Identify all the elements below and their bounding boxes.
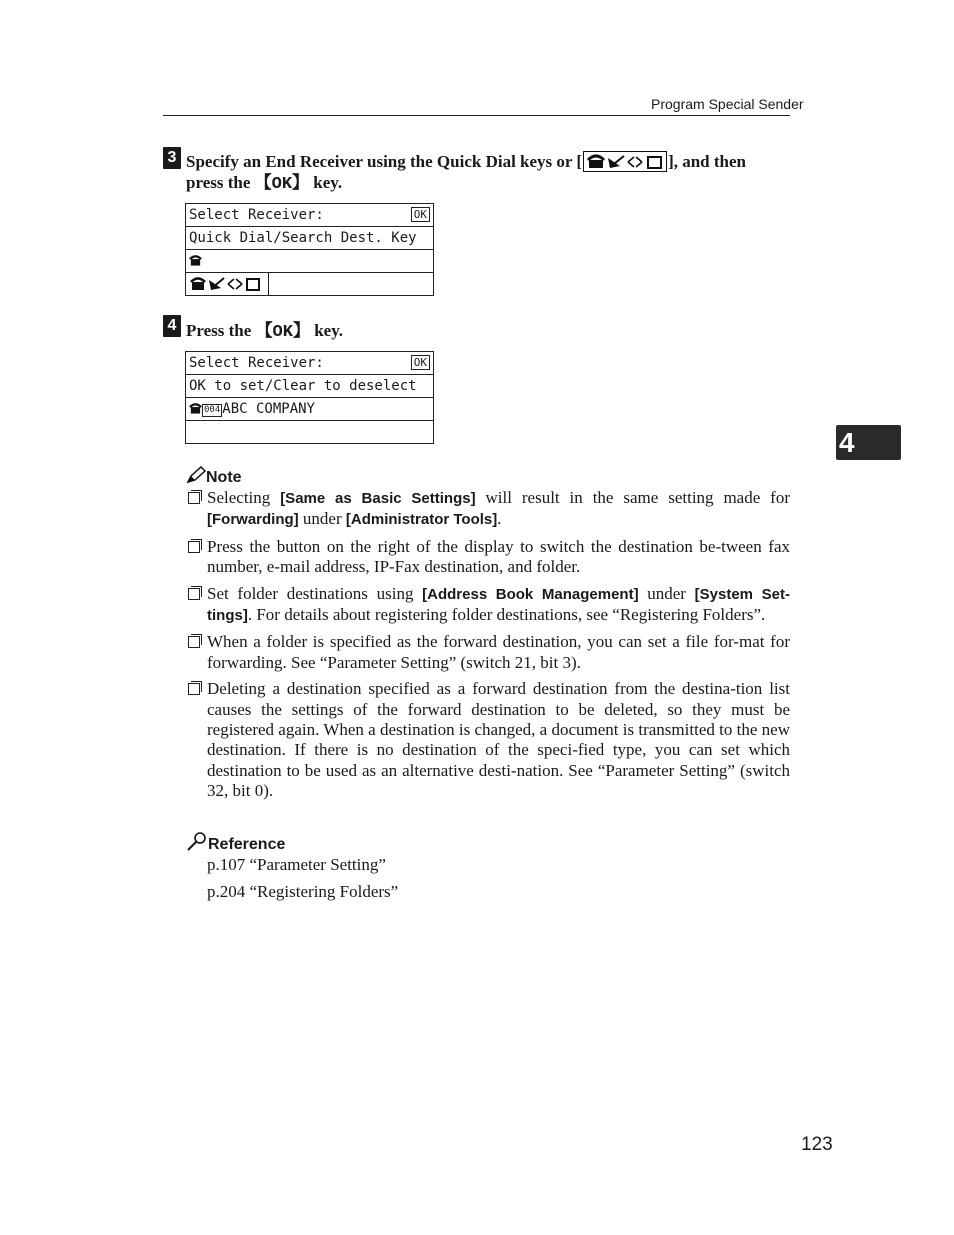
step-3-text-before: Specify an End Receiver using the Quick Dial keys or [	[186, 152, 583, 171]
list-item: Selecting [Same as Basic Settings] will result in the same setting made for [Forwarding] under [Administrator Tools].	[186, 488, 790, 531]
checkbox-bullet-icon	[188, 492, 200, 504]
reference-link[interactable]: p.204 “Registering Folders”	[207, 882, 399, 901]
pencil-icon	[186, 466, 206, 484]
lcd-row	[186, 398, 433, 421]
destination-type-icons	[189, 274, 265, 292]
fax-icon	[588, 156, 604, 168]
list-item: Deleting a destination specified as a forward destination from the destina-tion list causes the settings of the forward destination to be deleted, so they must be registered again. When a destination is changed, a document is transmitted to the new destination. If there is no destination of the speci-fied type, you can set which destination to be used as an alternative desti-nation. See “Parameter Setting” (switch 32, bit 0).	[186, 679, 790, 801]
email-icon	[608, 156, 624, 168]
list-item: When a folder is specified as the forward destination, you can set a file for-mat for forwarding. See “Parameter Setting” (switch 21, bit 3).	[186, 632, 790, 673]
ok-key: 【OK】	[254, 175, 310, 194]
lcd-display-1	[185, 203, 434, 296]
folder-icon	[648, 157, 661, 168]
lcd-row	[186, 421, 433, 443]
checkbox-bullet-icon	[188, 588, 200, 600]
running-header: Program Special Sender	[651, 96, 804, 112]
step-4-number: 4	[163, 315, 181, 337]
lcd-row: Select Receiver: OK	[186, 204, 433, 227]
step-3-number: 3	[163, 147, 181, 169]
ipfax-icon	[628, 157, 642, 167]
lcd-row	[186, 273, 433, 295]
lcd-ok-indicator: OK	[411, 355, 430, 370]
checkbox-bullet-icon	[188, 541, 200, 553]
lcd-ok-indicator: OK	[411, 207, 430, 222]
chapter-tab	[836, 425, 901, 460]
dest-number-box: 004	[204, 405, 221, 415]
step-3-text: Specify an End Receiver using the Quick Dial keys or [ ], and then press the 【OK】 key.	[186, 152, 746, 194]
chapter-number: 4	[839, 427, 855, 458]
destination-switch-key	[583, 151, 667, 172]
reference-title: Reference	[186, 831, 285, 854]
note-title: Note	[186, 466, 242, 487]
lcd-row	[186, 250, 433, 273]
dest-name: ABC COMPANY	[222, 401, 315, 417]
step-4-text: Press the 【OK】 key.	[186, 321, 344, 342]
checkbox-bullet-icon	[188, 636, 200, 648]
header-rule	[163, 115, 790, 116]
page-number: 123	[801, 1134, 833, 1155]
checkbox-bullet-icon	[188, 683, 200, 695]
reference-link[interactable]: p.107 “Parameter Setting”	[207, 855, 386, 874]
list-item: Set folder destinations using [Address Book Management] under [System Set-tings]. For details about registering folder destinations, see “Registering Folders”.	[186, 584, 790, 627]
destination-type-icons	[584, 152, 666, 171]
lcd-row: OK to set/Clear to deselect	[186, 375, 433, 398]
destination-type-box	[189, 273, 269, 295]
list-item: Press the button on the right of the display to switch the destination be-tween fax number, e-mail address, IP-Fax destination, and folder.	[186, 537, 790, 578]
lcd-row: Quick Dial/Search Dest. Key	[186, 227, 433, 250]
magnifier-icon	[186, 831, 208, 851]
step-3-text-after: ], and then	[668, 152, 746, 171]
ok-key: 【OK】	[255, 323, 310, 342]
lcd-display-2	[185, 351, 434, 444]
fax-icon	[189, 402, 202, 414]
lcd-row: Select Receiver: OK	[186, 352, 433, 375]
note-list	[186, 488, 790, 808]
fax-icon	[189, 254, 202, 266]
